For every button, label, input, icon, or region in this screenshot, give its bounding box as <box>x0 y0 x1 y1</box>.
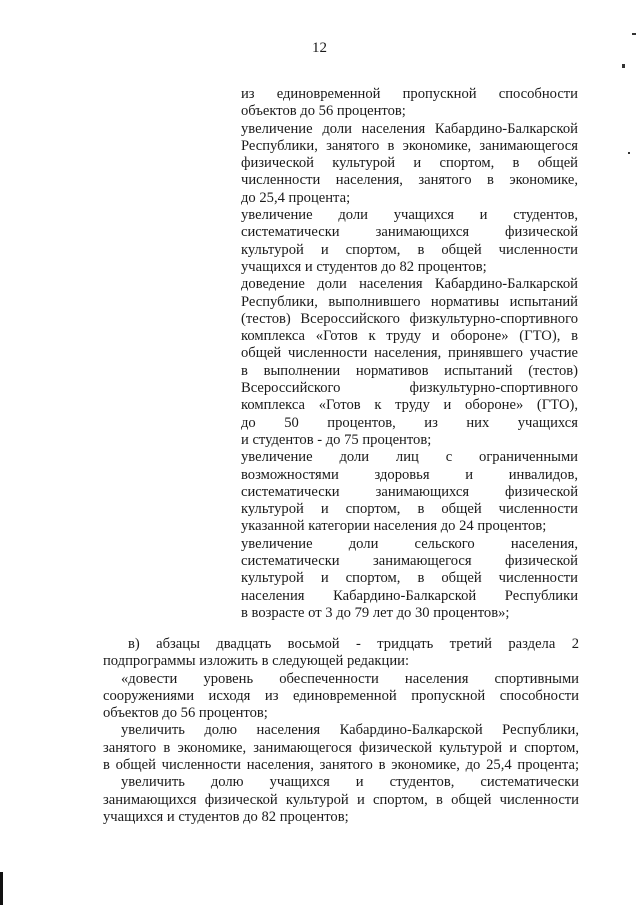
scan-artifact <box>628 152 630 154</box>
text-line: увеличить долю учащихся и студентов, систематически <box>121 774 579 791</box>
text-line: объектов до 56 процентов; <box>241 103 406 120</box>
text-line: систематически занимающегося физической <box>241 553 578 570</box>
text-line: Всероссийского физкультурно-спортивного <box>241 380 578 397</box>
scan-artifact <box>632 33 636 35</box>
text-line: общей численности населения, принявшего участие <box>241 345 578 362</box>
text-line: физической культурой и спортом, в общей <box>241 155 578 172</box>
text-line: культурой и спортом, в общей численности <box>241 501 578 518</box>
text-line: сооружениями исходя из единовременной пропускной способности <box>103 687 579 704</box>
text-line: систематически занимающихся физической <box>241 483 578 500</box>
scan-artifact <box>622 64 625 68</box>
text-line: в выполнении нормативов испытаний (тестов) <box>241 362 578 379</box>
text-line: увеличить долю населения Кабардино-Балкарской Республики, <box>121 722 579 739</box>
text-line: указанной категории населения до 24 процентов; <box>241 518 547 535</box>
text-line: комплекса «Готов к труду и обороне» (ГТО), <box>241 397 578 414</box>
text-line: увеличение доли лиц с ограниченными <box>241 449 578 466</box>
text-line: «довести уровень обеспеченности населения спортивными <box>121 670 579 687</box>
text-line: учащихся и студентов до 82 процентов; <box>241 258 487 275</box>
main-body-text <box>103 636 579 826</box>
text-line: в общей численности населения, занятого в экономике, до 25,4 процента; <box>103 757 579 774</box>
text-line: численности населения, занятого в экономике, <box>241 172 578 189</box>
text-line: подпрограммы изложить в следующей редакции: <box>103 653 410 670</box>
scan-edge-mark <box>0 872 3 905</box>
text-line: учащихся и студентов до 82 процентов; <box>103 808 349 825</box>
text-line: увеличение доли учащихся и студентов, <box>241 207 578 224</box>
page-number: 12 <box>312 40 327 56</box>
text-line: увеличение доли населения Кабардино-Балкарской <box>241 120 578 137</box>
text-line: из единовременной пропускной способности <box>241 86 578 102</box>
text-line: до 50 процентов, из них учащихся <box>241 414 578 431</box>
text-line: увеличение доли сельского населения, <box>241 535 578 552</box>
text-line: возможностями здоровья и инвалидов, <box>241 466 578 483</box>
text-line: Республики, выполнившего нормативы испытаний <box>241 293 578 310</box>
text-line: Республики, занятого в экономике, занимающегося <box>241 137 578 154</box>
text-line: занимающихся физической культурой и спортом, в общей численности <box>103 791 579 808</box>
text-line: населения Кабардино-Балкарской Республики <box>241 587 578 604</box>
text-line: (тестов) Всероссийского физкультурно-спортивного <box>241 310 578 327</box>
text-line: систематически занимающихся физической <box>241 224 578 241</box>
text-line: объектов до 56 процентов; <box>103 705 268 722</box>
right-column-text <box>241 86 578 622</box>
text-line: культурой и спортом, в общей численности <box>241 241 578 258</box>
text-line: культурой и спортом, в общей численности <box>241 570 578 587</box>
text-line: в) абзацы двадцать восьмой - тридцать третий раздела 2 <box>128 636 579 652</box>
text-line: доведение доли населения Кабардино-Балкарской <box>241 276 578 293</box>
text-line: в возрасте от 3 до 79 лет до 30 процентов»; <box>241 604 510 621</box>
text-line: до 25,4 процента; <box>241 189 351 206</box>
text-line: занятого в экономике, занимающегося физической культурой и спортом, <box>103 739 579 756</box>
text-line: комплекса «Готов к труду и обороне» (ГТО), в <box>241 328 578 345</box>
text-line: и студентов - до 75 процентов; <box>241 431 432 448</box>
